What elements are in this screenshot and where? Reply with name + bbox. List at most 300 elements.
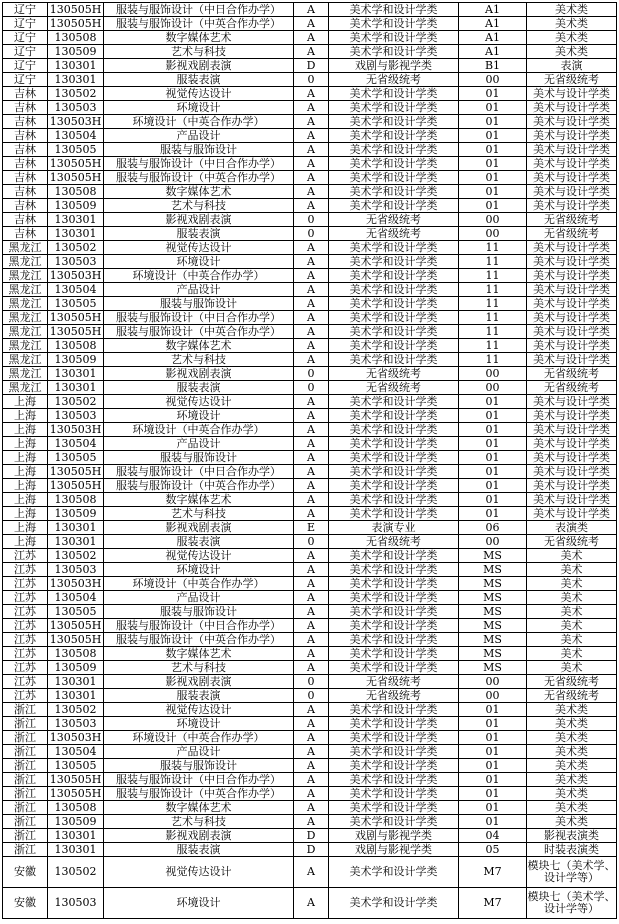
category-code-cell: A xyxy=(294,801,329,815)
category-code-cell: A xyxy=(294,157,329,171)
category-code-cell: A xyxy=(294,269,329,283)
subject-category-cell: 美术学和设计学类 xyxy=(329,269,459,283)
exam-category-cell: 美术与设计学类 xyxy=(527,255,617,269)
province-cell: 上海 xyxy=(3,493,48,507)
major-name-cell: 环境设计（中英合作办学） xyxy=(104,731,294,745)
major-name-cell: 服装与服饰设计（中英合作办学） xyxy=(104,479,294,493)
category-code-cell: A xyxy=(294,423,329,437)
major-name-cell: 服装表演 xyxy=(104,535,294,549)
exam-category-cell: 美术与设计学类 xyxy=(527,157,617,171)
major-code-cell: 130505 xyxy=(48,297,104,311)
province-cell: 吉林 xyxy=(3,129,48,143)
category-code-cell: A xyxy=(294,339,329,353)
exam-category-cell: 美术类 xyxy=(527,745,617,759)
exam-code-cell: 11 xyxy=(459,241,527,255)
exam-code-cell: MS xyxy=(459,549,527,563)
major-code-cell: 130508 xyxy=(48,339,104,353)
table-row xyxy=(3,157,617,171)
major-name-cell: 服装与服饰设计（中日合作办学） xyxy=(104,157,294,171)
exam-category-cell: 美术类 xyxy=(527,703,617,717)
category-code-cell: A xyxy=(294,31,329,45)
exam-code-cell: 11 xyxy=(459,339,527,353)
category-code-cell: D xyxy=(294,829,329,843)
subject-category-cell: 美术学和设计学类 xyxy=(329,605,459,619)
exam-category-cell: 美术 xyxy=(527,591,617,605)
major-code-cell: 130503H xyxy=(48,115,104,129)
category-code-cell: A xyxy=(294,745,329,759)
exam-code-cell: 01 xyxy=(459,731,527,745)
major-code-cell: 130502 xyxy=(48,549,104,563)
province-cell: 浙江 xyxy=(3,787,48,801)
exam-code-cell: 01 xyxy=(459,143,527,157)
category-code-cell: A xyxy=(294,479,329,493)
table-row xyxy=(3,213,617,227)
subject-category-cell: 美术学和设计学类 xyxy=(329,171,459,185)
table-row xyxy=(3,577,617,591)
subject-category-cell: 美术学和设计学类 xyxy=(329,185,459,199)
exam-code-cell: 01 xyxy=(459,507,527,521)
subject-category-cell: 美术学和设计学类 xyxy=(329,773,459,787)
major-code-cell: 130301 xyxy=(48,689,104,703)
major-code-cell: 130505H xyxy=(48,17,104,31)
major-code-cell: 130301 xyxy=(48,213,104,227)
major-name-cell: 环境设计 xyxy=(104,888,294,919)
province-cell: 江苏 xyxy=(3,675,48,689)
province-cell: 江苏 xyxy=(3,689,48,703)
subject-category-cell: 美术学和设计学类 xyxy=(329,339,459,353)
subject-category-cell: 美术学和设计学类 xyxy=(329,465,459,479)
major-name-cell: 产品设计 xyxy=(104,129,294,143)
major-name-cell: 服装表演 xyxy=(104,689,294,703)
major-name-cell: 数字媒体艺术 xyxy=(104,647,294,661)
table-row xyxy=(3,87,617,101)
category-code-cell: A xyxy=(294,661,329,675)
major-name-cell: 艺术与科技 xyxy=(104,45,294,59)
subject-category-cell: 美术学和设计学类 xyxy=(329,647,459,661)
major-name-cell: 服装与服饰设计（中英合作办学） xyxy=(104,633,294,647)
major-name-cell: 环境设计 xyxy=(104,409,294,423)
major-name-cell: 视觉传达设计 xyxy=(104,857,294,888)
major-code-cell: 130301 xyxy=(48,381,104,395)
province-cell: 辽宁 xyxy=(3,73,48,87)
category-code-cell: A xyxy=(294,45,329,59)
exam-code-cell: 11 xyxy=(459,269,527,283)
province-cell: 江苏 xyxy=(3,563,48,577)
table-row xyxy=(3,59,617,73)
province-cell: 上海 xyxy=(3,535,48,549)
province-cell: 黑龙江 xyxy=(3,269,48,283)
category-code-cell: A xyxy=(294,143,329,157)
exam-category-cell: 美术与设计学类 xyxy=(527,241,617,255)
exam-category-cell: 美术与设计学类 xyxy=(527,87,617,101)
major-code-cell: 130505H xyxy=(48,171,104,185)
province-cell: 黑龙江 xyxy=(3,241,48,255)
exam-category-cell: 美术与设计学类 xyxy=(527,451,617,465)
subject-category-cell: 美术学和设计学类 xyxy=(329,549,459,563)
subject-category-cell: 美术学和设计学类 xyxy=(329,507,459,521)
major-code-cell: 130301 xyxy=(48,521,104,535)
category-code-cell: D xyxy=(294,59,329,73)
major-code-cell: 130508 xyxy=(48,493,104,507)
table-row xyxy=(3,199,617,213)
exam-code-cell: 11 xyxy=(459,255,527,269)
major-name-cell: 服装表演 xyxy=(104,843,294,857)
exam-category-cell: 美术与设计学类 xyxy=(527,311,617,325)
category-code-cell: A xyxy=(294,605,329,619)
province-cell: 浙江 xyxy=(3,717,48,731)
exam-code-cell: 01 xyxy=(459,409,527,423)
subject-category-cell: 美术学和设计学类 xyxy=(329,87,459,101)
province-cell: 浙江 xyxy=(3,815,48,829)
exam-code-cell: 01 xyxy=(459,801,527,815)
table-row xyxy=(3,451,617,465)
major-code-cell: 130505H xyxy=(48,325,104,339)
category-code-cell: 0 xyxy=(294,73,329,87)
major-name-cell: 环境设计 xyxy=(104,255,294,269)
major-name-cell: 环境设计（中英合作办学） xyxy=(104,269,294,283)
subject-category-cell: 美术学和设计学类 xyxy=(329,45,459,59)
province-cell: 上海 xyxy=(3,395,48,409)
exam-code-cell: 11 xyxy=(459,325,527,339)
subject-category-cell: 美术学和设计学类 xyxy=(329,591,459,605)
subject-category-cell: 美术学和设计学类 xyxy=(329,493,459,507)
province-cell: 黑龙江 xyxy=(3,325,48,339)
subject-category-cell: 美术学和设计学类 xyxy=(329,283,459,297)
major-name-cell: 数字媒体艺术 xyxy=(104,801,294,815)
exam-category-cell: 无省级统考 xyxy=(527,675,617,689)
subject-category-cell: 戏剧与影视学类 xyxy=(329,829,459,843)
exam-code-cell: 04 xyxy=(459,829,527,843)
table-row xyxy=(3,465,617,479)
table-row xyxy=(3,857,617,888)
category-code-cell: A xyxy=(294,283,329,297)
major-name-cell: 数字媒体艺术 xyxy=(104,185,294,199)
table-row xyxy=(3,815,617,829)
category-code-cell: A xyxy=(294,563,329,577)
table-row xyxy=(3,479,617,493)
exam-code-cell: 01 xyxy=(459,171,527,185)
table-row xyxy=(3,185,617,199)
table-row xyxy=(3,311,617,325)
major-name-cell: 服装与服饰设计 xyxy=(104,143,294,157)
table-row xyxy=(3,143,617,157)
major-name-cell: 环境设计 xyxy=(104,717,294,731)
major-code-cell: 130509 xyxy=(48,815,104,829)
major-name-cell: 服装与服饰设计（中英合作办学） xyxy=(104,787,294,801)
category-code-cell: A xyxy=(294,297,329,311)
subject-category-cell: 美术学和设计学类 xyxy=(329,437,459,451)
major-code-cell: 130509 xyxy=(48,507,104,521)
category-code-cell: A xyxy=(294,815,329,829)
exam-code-cell: MS xyxy=(459,563,527,577)
major-code-cell: 130509 xyxy=(48,199,104,213)
major-code-cell: 130504 xyxy=(48,437,104,451)
subject-category-cell: 美术学和设计学类 xyxy=(329,199,459,213)
subject-category-cell: 美术学和设计学类 xyxy=(329,311,459,325)
table-row xyxy=(3,507,617,521)
province-cell: 黑龙江 xyxy=(3,353,48,367)
major-name-cell: 影视戏剧表演 xyxy=(104,367,294,381)
table-row xyxy=(3,521,617,535)
enrollment-table xyxy=(2,2,617,919)
subject-category-cell: 美术学和设计学类 xyxy=(329,801,459,815)
subject-category-cell: 美术学和设计学类 xyxy=(329,577,459,591)
province-cell: 上海 xyxy=(3,423,48,437)
province-cell: 吉林 xyxy=(3,199,48,213)
major-code-cell: 130505 xyxy=(48,451,104,465)
major-code-cell: 130505 xyxy=(48,759,104,773)
table-row xyxy=(3,535,617,549)
province-cell: 黑龙江 xyxy=(3,283,48,297)
subject-category-cell: 美术学和设计学类 xyxy=(329,31,459,45)
exam-code-cell: 01 xyxy=(459,451,527,465)
category-code-cell: A xyxy=(294,353,329,367)
major-code-cell: 130505 xyxy=(48,143,104,157)
category-code-cell: A xyxy=(294,3,329,17)
category-code-cell: A xyxy=(294,703,329,717)
major-code-cell: 130505H xyxy=(48,3,104,17)
province-cell: 浙江 xyxy=(3,801,48,815)
exam-category-cell: 美术与设计学类 xyxy=(527,353,617,367)
category-code-cell: 0 xyxy=(294,675,329,689)
exam-category-cell: 美术类 xyxy=(527,787,617,801)
exam-code-cell: 01 xyxy=(459,87,527,101)
exam-code-cell: B1 xyxy=(459,59,527,73)
major-code-cell: 130503 xyxy=(48,717,104,731)
major-code-cell: 130502 xyxy=(48,703,104,717)
province-cell: 上海 xyxy=(3,521,48,535)
category-code-cell: A xyxy=(294,591,329,605)
category-code-cell: A xyxy=(294,888,329,919)
province-cell: 黑龙江 xyxy=(3,311,48,325)
exam-category-cell: 美术 xyxy=(527,549,617,563)
category-code-cell: A xyxy=(294,241,329,255)
table-row xyxy=(3,367,617,381)
major-code-cell: 130503H xyxy=(48,423,104,437)
major-name-cell: 服装与服饰设计（中日合作办学） xyxy=(104,311,294,325)
table-row xyxy=(3,283,617,297)
table-body xyxy=(3,3,617,919)
province-cell: 吉林 xyxy=(3,143,48,157)
province-cell: 吉林 xyxy=(3,227,48,241)
province-cell: 浙江 xyxy=(3,759,48,773)
exam-category-cell: 模块七（美术学、设计学等） xyxy=(527,857,617,888)
major-name-cell: 服装表演 xyxy=(104,381,294,395)
province-cell: 江苏 xyxy=(3,647,48,661)
province-cell: 江苏 xyxy=(3,633,48,647)
exam-category-cell: 美术类 xyxy=(527,759,617,773)
exam-code-cell: 11 xyxy=(459,283,527,297)
exam-code-cell: M7 xyxy=(459,888,527,919)
table-row xyxy=(3,647,617,661)
subject-category-cell: 无省级统考 xyxy=(329,367,459,381)
table-row xyxy=(3,633,617,647)
major-name-cell: 视觉传达设计 xyxy=(104,703,294,717)
province-cell: 上海 xyxy=(3,507,48,521)
major-name-cell: 服装与服饰设计 xyxy=(104,605,294,619)
table-row xyxy=(3,888,617,919)
exam-category-cell: 模块七（美术学、设计学等） xyxy=(527,888,617,919)
major-name-cell: 艺术与科技 xyxy=(104,661,294,675)
category-code-cell: 0 xyxy=(294,227,329,241)
exam-category-cell: 美术与设计学类 xyxy=(527,199,617,213)
major-code-cell: 130505H xyxy=(48,773,104,787)
table-row xyxy=(3,605,617,619)
major-name-cell: 视觉传达设计 xyxy=(104,395,294,409)
major-name-cell: 产品设计 xyxy=(104,283,294,297)
exam-category-cell: 美术 xyxy=(527,577,617,591)
subject-category-cell: 美术学和设计学类 xyxy=(329,717,459,731)
exam-category-cell: 无省级统考 xyxy=(527,535,617,549)
table-row xyxy=(3,437,617,451)
subject-category-cell: 美术学和设计学类 xyxy=(329,255,459,269)
table-row xyxy=(3,395,617,409)
exam-category-cell: 美术 xyxy=(527,619,617,633)
major-code-cell: 130508 xyxy=(48,647,104,661)
exam-category-cell: 美术与设计学类 xyxy=(527,395,617,409)
category-code-cell: A xyxy=(294,507,329,521)
province-cell: 浙江 xyxy=(3,703,48,717)
exam-category-cell: 美术 xyxy=(527,661,617,675)
exam-category-cell: 无省级统考 xyxy=(527,381,617,395)
major-name-cell: 环境设计（中英合作办学） xyxy=(104,577,294,591)
subject-category-cell: 美术学和设计学类 xyxy=(329,325,459,339)
table-row xyxy=(3,675,617,689)
subject-category-cell: 美术学和设计学类 xyxy=(329,619,459,633)
exam-code-cell: MS xyxy=(459,661,527,675)
exam-category-cell: 美术与设计学类 xyxy=(527,115,617,129)
province-cell: 黑龙江 xyxy=(3,255,48,269)
province-cell: 江苏 xyxy=(3,619,48,633)
major-name-cell: 服装与服饰设计（中日合作办学） xyxy=(104,3,294,17)
exam-code-cell: MS xyxy=(459,633,527,647)
exam-category-cell: 无省级统考 xyxy=(527,367,617,381)
major-code-cell: 130509 xyxy=(48,353,104,367)
subject-category-cell: 美术学和设计学类 xyxy=(329,101,459,115)
subject-category-cell: 无省级统考 xyxy=(329,381,459,395)
major-name-cell: 服装与服饰设计 xyxy=(104,297,294,311)
subject-category-cell: 无省级统考 xyxy=(329,535,459,549)
subject-category-cell: 美术学和设计学类 xyxy=(329,479,459,493)
exam-category-cell: 美术与设计学类 xyxy=(527,507,617,521)
exam-category-cell: 美术与设计学类 xyxy=(527,423,617,437)
exam-code-cell: 01 xyxy=(459,773,527,787)
major-code-cell: 130505H xyxy=(48,787,104,801)
table-row xyxy=(3,591,617,605)
exam-code-cell: 01 xyxy=(459,115,527,129)
major-code-cell: 130502 xyxy=(48,395,104,409)
category-code-cell: A xyxy=(294,395,329,409)
category-code-cell: A xyxy=(294,199,329,213)
exam-code-cell: MS xyxy=(459,605,527,619)
subject-category-cell: 戏剧与影视学类 xyxy=(329,843,459,857)
subject-category-cell: 美术学和设计学类 xyxy=(329,353,459,367)
subject-category-cell: 美术学和设计学类 xyxy=(329,115,459,129)
province-cell: 吉林 xyxy=(3,87,48,101)
major-name-cell: 环境设计（中英合作办学） xyxy=(104,423,294,437)
major-code-cell: 130502 xyxy=(48,87,104,101)
exam-category-cell: 美术与设计学类 xyxy=(527,143,617,157)
major-name-cell: 艺术与科技 xyxy=(104,815,294,829)
province-cell: 浙江 xyxy=(3,731,48,745)
category-code-cell: 0 xyxy=(294,689,329,703)
category-code-cell: A xyxy=(294,717,329,731)
table-row xyxy=(3,563,617,577)
table-row xyxy=(3,493,617,507)
exam-category-cell: 美术与设计学类 xyxy=(527,283,617,297)
category-code-cell: A xyxy=(294,759,329,773)
major-name-cell: 服装表演 xyxy=(104,73,294,87)
major-name-cell: 视觉传达设计 xyxy=(104,241,294,255)
exam-category-cell: 无省级统考 xyxy=(527,213,617,227)
subject-category-cell: 美术学和设计学类 xyxy=(329,815,459,829)
table-row xyxy=(3,717,617,731)
major-name-cell: 视觉传达设计 xyxy=(104,87,294,101)
major-name-cell: 产品设计 xyxy=(104,437,294,451)
exam-code-cell: 01 xyxy=(459,129,527,143)
table-row xyxy=(3,73,617,87)
province-cell: 吉林 xyxy=(3,213,48,227)
major-name-cell: 服装与服饰设计（中英合作办学） xyxy=(104,17,294,31)
subject-category-cell: 美术学和设计学类 xyxy=(329,703,459,717)
exam-category-cell: 美术与设计学类 xyxy=(527,325,617,339)
major-name-cell: 数字媒体艺术 xyxy=(104,31,294,45)
exam-code-cell: 01 xyxy=(459,465,527,479)
table-row xyxy=(3,297,617,311)
province-cell: 安徽 xyxy=(3,857,48,888)
exam-category-cell: 美术类 xyxy=(527,801,617,815)
exam-category-cell: 美术与设计学类 xyxy=(527,437,617,451)
major-code-cell: 130504 xyxy=(48,129,104,143)
province-cell: 吉林 xyxy=(3,115,48,129)
table-row xyxy=(3,381,617,395)
category-code-cell: E xyxy=(294,521,329,535)
province-cell: 上海 xyxy=(3,437,48,451)
table-row xyxy=(3,255,617,269)
table-row xyxy=(3,31,617,45)
major-code-cell: 130301 xyxy=(48,227,104,241)
table-row xyxy=(3,549,617,563)
subject-category-cell: 美术学和设计学类 xyxy=(329,731,459,745)
exam-code-cell: 00 xyxy=(459,367,527,381)
exam-category-cell: 美术 xyxy=(527,605,617,619)
major-code-cell: 130504 xyxy=(48,591,104,605)
exam-code-cell: 05 xyxy=(459,843,527,857)
major-name-cell: 服装与服饰设计 xyxy=(104,451,294,465)
subject-category-cell: 无省级统考 xyxy=(329,689,459,703)
major-name-cell: 影视戏剧表演 xyxy=(104,829,294,843)
major-name-cell: 影视戏剧表演 xyxy=(104,675,294,689)
exam-category-cell: 美术与设计学类 xyxy=(527,339,617,353)
major-name-cell: 环境设计 xyxy=(104,101,294,115)
exam-code-cell: A1 xyxy=(459,17,527,31)
exam-code-cell: 01 xyxy=(459,101,527,115)
major-code-cell: 130503 xyxy=(48,888,104,919)
table-row xyxy=(3,731,617,745)
major-name-cell: 艺术与科技 xyxy=(104,353,294,367)
major-name-cell: 服装与服饰设计（中日合作办学） xyxy=(104,465,294,479)
exam-category-cell: 美术与设计学类 xyxy=(527,101,617,115)
exam-category-cell: 美术类 xyxy=(527,717,617,731)
major-name-cell: 服装与服饰设计 xyxy=(104,759,294,773)
exam-code-cell: 01 xyxy=(459,185,527,199)
category-code-cell: A xyxy=(294,549,329,563)
province-cell: 上海 xyxy=(3,409,48,423)
table-row xyxy=(3,353,617,367)
category-code-cell: 0 xyxy=(294,213,329,227)
table-row xyxy=(3,241,617,255)
major-code-cell: 130301 xyxy=(48,73,104,87)
